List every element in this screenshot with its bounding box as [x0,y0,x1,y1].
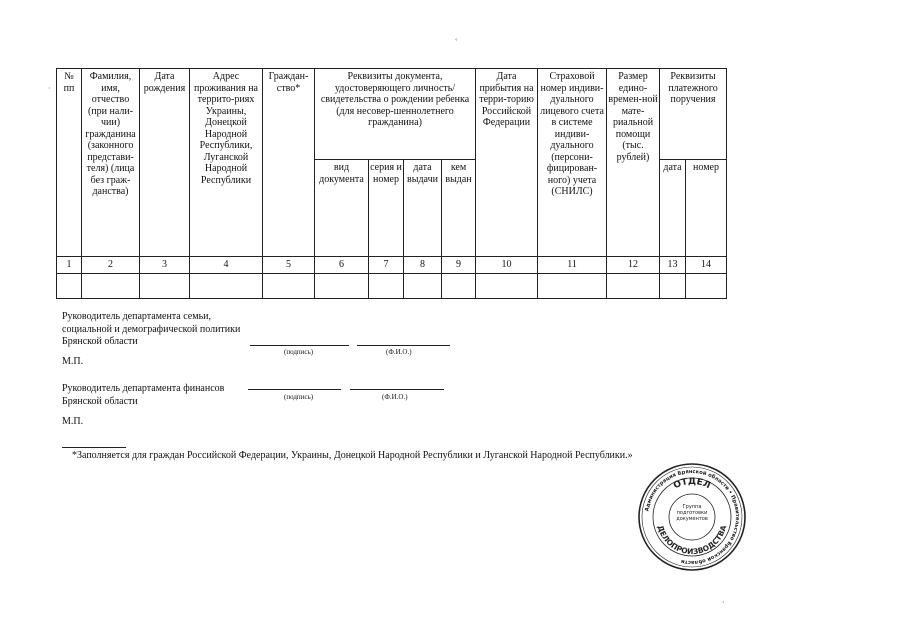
table-cell [57,274,82,299]
column-number: 2 [82,257,140,274]
column-number: 9 [442,257,476,274]
header-document-group: Реквизиты документа, удостоверяющего личность/свидетельства о рождении ребенка (для несовер-шеннолетнего гражданина) [315,69,476,160]
column-number-row [57,257,727,274]
header-arrival-date: Дата прибытия на терри-торию Российской Федерации [476,69,538,257]
signature-title-family-department: Руководитель департамента семьи, социальной и демографической политики Брянской области [62,311,241,347]
column-number: 12 [607,257,660,274]
header-document-type: вид документа [315,160,369,257]
column-number: 6 [315,257,369,274]
scan-speck: · [48,84,51,93]
header-citizenship: Граждан-ство* [263,69,315,257]
name-caption: (Ф.И.О.) [382,393,408,401]
header-payment-group: Реквизиты платежного поручения [660,69,727,160]
table-cell [140,274,190,299]
name-line [350,389,444,390]
header-series-number: серия и номер [369,160,404,257]
header-birth-date: Дата рождения [140,69,190,257]
table-cell [315,274,369,299]
table-cell [82,274,140,299]
column-number: 3 [140,257,190,274]
table-cell [404,274,442,299]
footnote-separator [62,447,126,448]
header-issued-by: кем выдан [442,160,476,257]
column-number: 8 [404,257,442,274]
scan-speck: ˚ [455,38,458,47]
table-row [57,274,727,299]
header-snils: Страховой номер индиви-дуального лицевого счета в системе индиви-дуального (персони-фицирован-ного) учета (СНИЛС) [538,69,607,257]
scan-speck: · [722,598,725,607]
register-table [56,68,727,299]
signature-line [250,345,349,346]
stamp-bottom-text: ДЕЛОПРОИЗВОДСТВА [655,524,729,557]
official-stamp [637,462,747,572]
header-issue-date: дата выдачи [404,160,442,257]
table-cell [476,274,538,299]
table-cell [442,274,476,299]
stamp-center-text: Группа подготовки документов [676,504,708,522]
table-cell [538,274,607,299]
footnote-text: *Заполняется для граждан Российской Федерации, Украины, Донецкой Народной Республики и Луганской Народной Республики.» [72,450,633,461]
header-full-name: Фамилия, имя, отчество (при нали-чии) гражданина (законного представи-теля) (лица без граж-данства) [82,69,140,257]
stamp-top-text: ОТДЕЛ [672,476,712,492]
signature-caption: (подпись) [284,348,314,356]
table-cell [607,274,660,299]
header-aid-amount: Размер едино-времен-ной мате-риальной помощи (тыс. рублей) [607,69,660,257]
header-payment-date: дата [660,160,686,257]
column-number: 5 [263,257,315,274]
header-number: № пп [57,69,82,257]
column-number: 11 [538,257,607,274]
header-address: Адрес проживания на террито-риях Украины, Донецкой Народной Республики, Луганской Народной Республики [190,69,263,257]
seal-place-label: М.П. [62,416,84,427]
column-number: 10 [476,257,538,274]
signature-line [248,389,341,390]
column-number: 4 [190,257,263,274]
column-number: 7 [369,257,404,274]
name-line [357,345,450,346]
table-cell [190,274,263,299]
signature-title-finance-department: Руководитель департамента финансов Брянской области [62,383,225,407]
stamp-ring-text: Администрация Брянской области • Правительство Брянской области [644,468,741,566]
table-cell [369,274,404,299]
column-number: 14 [686,257,727,274]
svg-text:ОТДЕЛ [672,477,712,491]
seal-place-label: М.П. [62,356,84,367]
column-number: 1 [57,257,82,274]
table-cell [660,274,686,299]
header-payment-number: номер [686,160,727,257]
column-number: 13 [660,257,686,274]
table-cell [686,274,727,299]
signature-caption: (подпись) [284,393,314,401]
name-caption: (Ф.И.О.) [386,348,412,356]
table-cell [263,274,315,299]
